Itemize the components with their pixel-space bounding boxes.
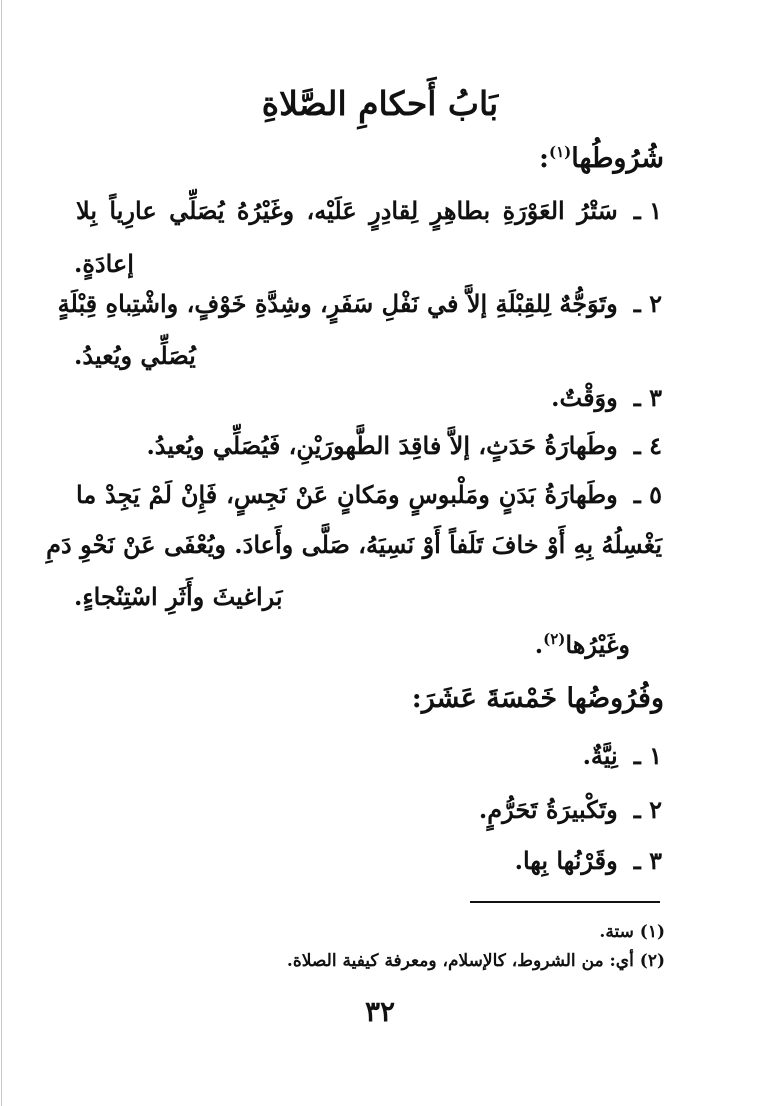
page-number: ٣٢ — [364, 995, 396, 1028]
footnote-text: أي: من الشروط، كالإسلام، ومعرفة كيفية الصلاة. — [286, 951, 634, 971]
item-number: ١ ـ — [633, 741, 662, 770]
footnote-1 — [599, 922, 665, 942]
item-number: ٢ ـ — [633, 289, 662, 318]
item-number: ٣ ـ — [633, 846, 662, 875]
footnote-number: (١) — [639, 922, 665, 942]
footnote-ref-1: (١) — [548, 143, 572, 161]
conditions-others — [535, 630, 630, 659]
condition-item-5-line-2: يَغْسِلُهُ بِهِ أَوْ خافَ تَلَفاً أَوْ نَسِيَهُ، صَلَّى وأَعادَ. ويُعْفَى عَنْ نَحْوِ دَمِ — [46, 530, 662, 559]
condition-item-5-line-1 — [76, 480, 662, 509]
obligation-item-1 — [583, 741, 662, 770]
item-text: وطَهارَةُ بَدَنٍ ومَلْبوسٍ ومَكانٍ عَنْ نَجِسٍ، فَإِنْ لَمْ يَجِدْ ما — [76, 480, 618, 509]
condition-item-5-line-3: بَراغيثَ وأَثَرِ اسْتِنْجاءٍ. — [74, 582, 283, 611]
others-end: . — [534, 630, 544, 659]
item-number: ٥ ـ — [633, 480, 662, 509]
obligation-item-2 — [479, 795, 662, 824]
condition-item-3 — [551, 383, 662, 412]
footnote-text: ستة. — [599, 922, 634, 942]
page-edge-line — [1, 0, 2, 1106]
others-text: وغَيْرُها — [565, 630, 630, 659]
condition-item-1-line-2: إعادَةٍ. — [74, 249, 134, 278]
item-text: سَتْرُ العَوْرَةِ بطاهِرٍ لِقادِرٍ عَلَيْه، وغَيْرُهُ يُصَلِّي عارِياً بِلا — [76, 196, 618, 225]
footnote-number: (٢) — [639, 951, 665, 971]
condition-item-2-line-2: يُصَلِّي ويُعيدُ. — [74, 341, 196, 370]
item-number: ١ ـ — [633, 196, 662, 225]
item-text: وقَرْنُها بِها. — [514, 846, 618, 875]
item-text: وتَوَجُّهٌ لِلقِبْلَةِ إلاَّ في نَفْلِ سَفَرٍ، وشِدَّةِ خَوْفٍ، واشْتِباهِ قِبْلَةٍ — [57, 289, 618, 318]
footnote-2 — [287, 951, 665, 971]
conditions-heading-colon: : — [539, 143, 549, 174]
chapter-title: بَابُ أَحكامِ الصَّلاةِ — [261, 84, 499, 123]
item-text: وطَهارَةُ حَدَثٍ، إلاَّ فاقِدَ الطَّهورَيْنِ، فَيُصَلِّي ويُعيدُ. — [146, 431, 618, 460]
conditions-heading-text: شُرُوطُها — [571, 143, 664, 174]
conditions-heading — [539, 143, 664, 174]
condition-item-4 — [146, 431, 662, 460]
footnote-ref-2: (٢) — [543, 630, 566, 648]
condition-item-2-line-1 — [57, 289, 662, 318]
item-number: ٤ ـ — [633, 431, 662, 460]
item-text: نِيَّةٌ. — [582, 741, 618, 770]
item-number: ٢ ـ — [633, 795, 662, 824]
item-text: وتَكْبيرَةُ تَحَرُّمٍ. — [478, 795, 618, 824]
item-number: ٣ ـ — [633, 383, 662, 412]
obligation-item-3 — [515, 846, 662, 875]
footnote-separator — [470, 901, 660, 903]
obligations-heading: وفُرُوضُها خَمْسَةَ عَشَرَ: — [411, 683, 664, 714]
item-text: ووَقْتٌ. — [551, 383, 618, 412]
condition-item-1-line-1 — [76, 196, 662, 225]
